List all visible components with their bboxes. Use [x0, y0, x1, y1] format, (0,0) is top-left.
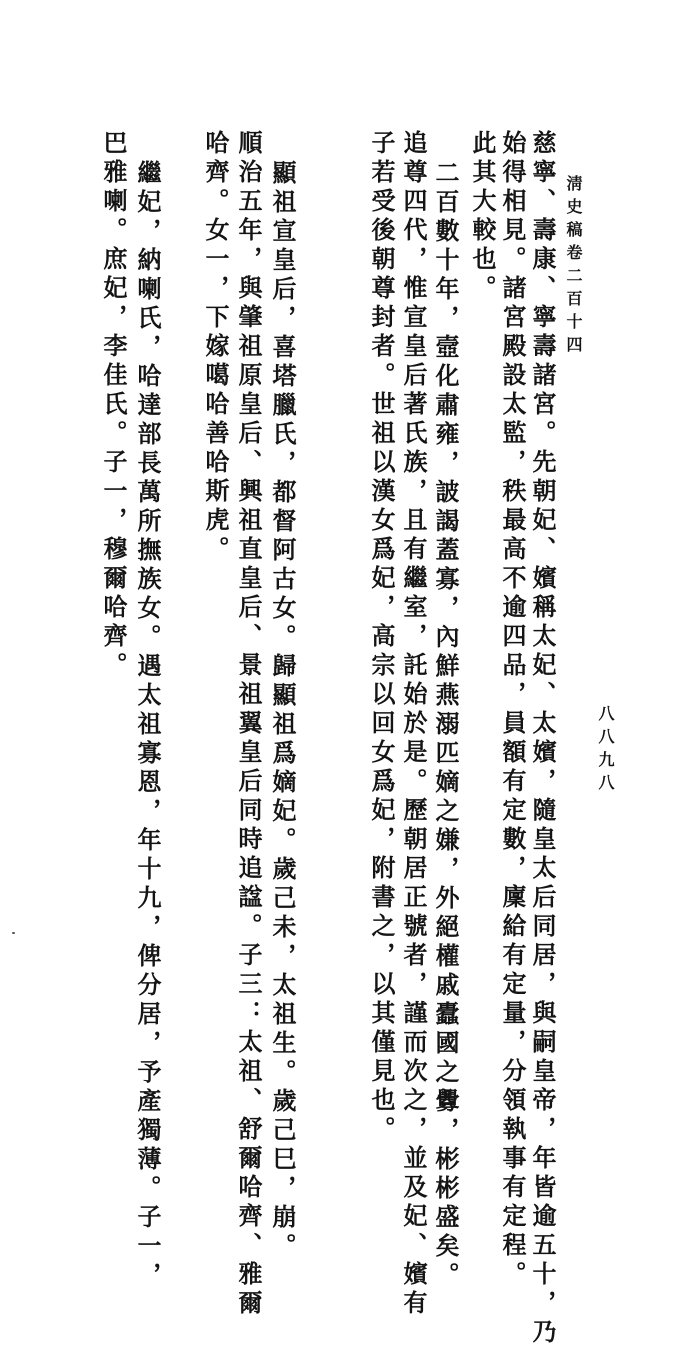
text-column-10: 繼妃，納喇氏，哈達部長萬所撫族女。遇太祖寡恩，年十九，俾分居，予產獨薄。子一，	[133, 160, 162, 1291]
text-column-8: 順治五年，與肇祖原皇后、興祖直皇后、景祖翼皇后同時追諡。子三：太祖、舒爾哈齊、雅爾	[234, 130, 263, 1319]
text-column-11: 巴雅喇。庶妃，李佳氏。子一，穆爾哈齊。	[99, 130, 128, 681]
running-title: 淸史稿卷二百十四	[564, 175, 583, 359]
text-column-4: 二百數十年，壼化肅雍，詖謁蓋寡，內鮮燕溺匹嫡之嫌，外絕權戚蠹國之釁，彬彬盛矣。	[431, 160, 460, 1291]
page-number: 八八九八	[596, 705, 615, 797]
text-column-2: 始得相見。諸宮殿設太監，秩最高不逾四品，員額有定數，廩給有定量，分領執事有定程。	[498, 130, 527, 1290]
text-column-5: 追尊四代，惟宣皇后著氏族，且有繼室，託始於是。歷朝居正號者，謹而次之，並及妃、嬪有	[399, 130, 428, 1319]
text-column-1: 慈寧、壽康、寧壽諸宮。先朝妃、嬪稱太妃、太嬪，隨皇太后同居，與嗣皇帝，年皆逾五十，乃	[528, 130, 557, 1348]
text-column-9: 哈齊。女一，下嫁噶哈善哈斯虎。	[201, 130, 230, 565]
text-column-6: 子若受後朝尊封者。世祖以漢女爲妃，高宗以回女爲妃，附書之，以其僅見也。	[367, 130, 396, 1145]
text-column-7: 顯祖宣皇后，喜塔臘氏，都督阿古女。歸顯祖爲嫡妃。歲己未，太祖生。歲己巳，崩。	[268, 160, 297, 1262]
scan-speck	[12, 932, 15, 934]
text-column-3: 此其大較也。	[468, 130, 497, 304]
